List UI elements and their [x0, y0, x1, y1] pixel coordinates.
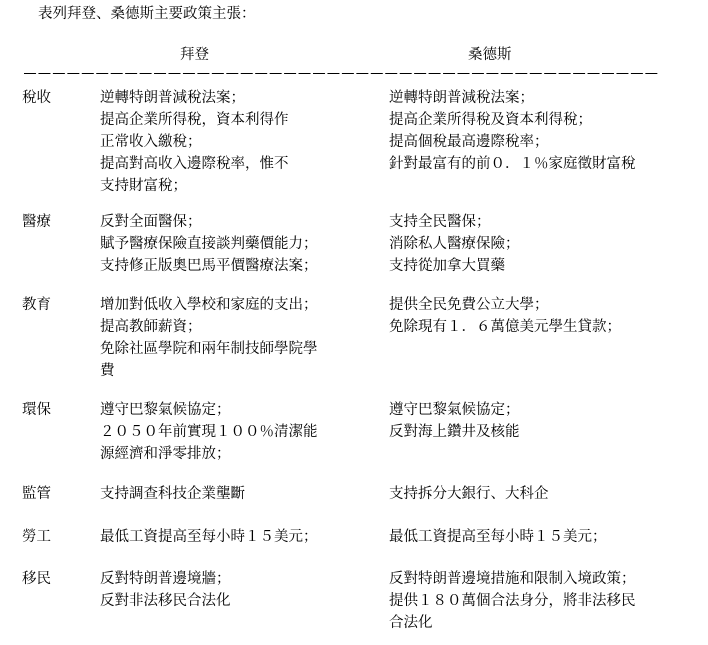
policy-category: 稅收: [22, 90, 51, 106]
biden-policy-cell: [100, 211, 350, 277]
biden-policy-line: 增加對低收入學校和家庭的支出；: [100, 297, 318, 313]
sanders-policy-line: 提高個稅最高邊際稅率；: [389, 134, 549, 150]
biden-policy-cell: [100, 526, 350, 548]
biden-policy-cell: [100, 568, 350, 612]
biden-policy-line: 免除社區學院和兩年制技師學院學: [100, 341, 318, 357]
column-header-sanders: 桑德斯: [468, 47, 512, 63]
policy-category: 環保: [22, 402, 51, 418]
biden-policy-line: 源經濟和淨零排放；: [100, 446, 231, 462]
biden-policy-line: 反對特朗普邊境牆；: [100, 571, 231, 587]
biden-policy-line: 支持調查科技企業壟斷: [100, 486, 245, 502]
biden-policy-line: 最低工資提高至每小時１５美元；: [100, 529, 318, 545]
biden-policy-line: 反對非法移民合法化: [100, 593, 231, 609]
sanders-policy-line: 提供全民免費公立大學；: [389, 297, 549, 313]
sanders-policy-line: 反對特朗普邊境措施和限制入境政策；: [389, 571, 636, 587]
policy-category: 移民: [22, 571, 51, 587]
header-divider: [23, 66, 659, 80]
column-header-biden: 拜登: [180, 47, 209, 63]
policy-category: 勞工: [22, 529, 51, 545]
sanders-policy-cell: [389, 526, 679, 548]
biden-policy-line: 支持財富稅；: [100, 178, 187, 194]
sanders-policy-line: 支持從加拿大買藥: [389, 258, 505, 274]
biden-policy-line: 逆轉特朗普減稅法案；: [100, 90, 245, 106]
biden-policy-line: 費: [100, 363, 115, 379]
sanders-policy-line: 提高企業所得稅及資本利得稅；: [389, 112, 592, 128]
sanders-policy-cell: [389, 568, 679, 634]
biden-policy-line: ２０５０年前實現１００％清潔能: [100, 424, 318, 440]
biden-policy-line: 反對全面醫保；: [100, 214, 202, 230]
sanders-policy-line: 合法化: [389, 615, 433, 631]
sanders-policy-line: 提供１８０萬個合法身分，將非法移民: [389, 593, 636, 609]
sanders-policy-cell: [389, 87, 679, 175]
biden-policy-line: 提高對高收入邊際稅率，惟不: [100, 156, 289, 172]
policy-category: 醫療: [22, 214, 51, 230]
document-intro: 表列拜登、桑德斯主要政策主張：: [38, 6, 256, 22]
biden-policy-cell: [100, 294, 350, 382]
sanders-policy-line: 消除私人醫療保險；: [389, 236, 520, 252]
sanders-policy-line: 支持全民醫保；: [389, 214, 491, 230]
sanders-policy-cell: [389, 294, 679, 338]
sanders-policy-line: 支持拆分大銀行、大科企: [389, 486, 549, 502]
biden-policy-line: 提高企業所得稅，資本利得作: [100, 112, 289, 128]
sanders-policy-line: 最低工資提高至每小時１５美元；: [389, 529, 607, 545]
biden-policy-line: 支持修正版奧巴馬平價醫療法案；: [100, 258, 318, 274]
sanders-policy-cell: [389, 211, 679, 277]
sanders-policy-cell: [389, 483, 679, 505]
biden-policy-cell: [100, 483, 350, 505]
biden-policy-line: 提高教師薪資；: [100, 319, 202, 335]
biden-policy-line: 賦予醫療保險直接談判藥價能力；: [100, 236, 318, 252]
biden-policy-line: 正常收入繳稅；: [100, 134, 202, 150]
biden-policy-line: 遵守巴黎氣候協定；: [100, 402, 231, 418]
sanders-policy-line: 遵守巴黎氣候協定；: [389, 402, 520, 418]
sanders-policy-line: 反對海上鑽井及核能: [389, 424, 520, 440]
sanders-policy-line: 免除現有１．６萬億美元學生貸款；: [389, 319, 621, 335]
sanders-policy-cell: [389, 399, 679, 443]
sanders-policy-line: 針對最富有的前０．１％家庭徵財富稅: [389, 156, 636, 172]
biden-policy-cell: [100, 399, 350, 465]
policy-category: 教育: [22, 297, 51, 313]
sanders-policy-line: 逆轉特朗普減稅法案；: [389, 90, 534, 106]
biden-policy-cell: [100, 87, 350, 197]
policy-category: 監管: [22, 486, 51, 502]
